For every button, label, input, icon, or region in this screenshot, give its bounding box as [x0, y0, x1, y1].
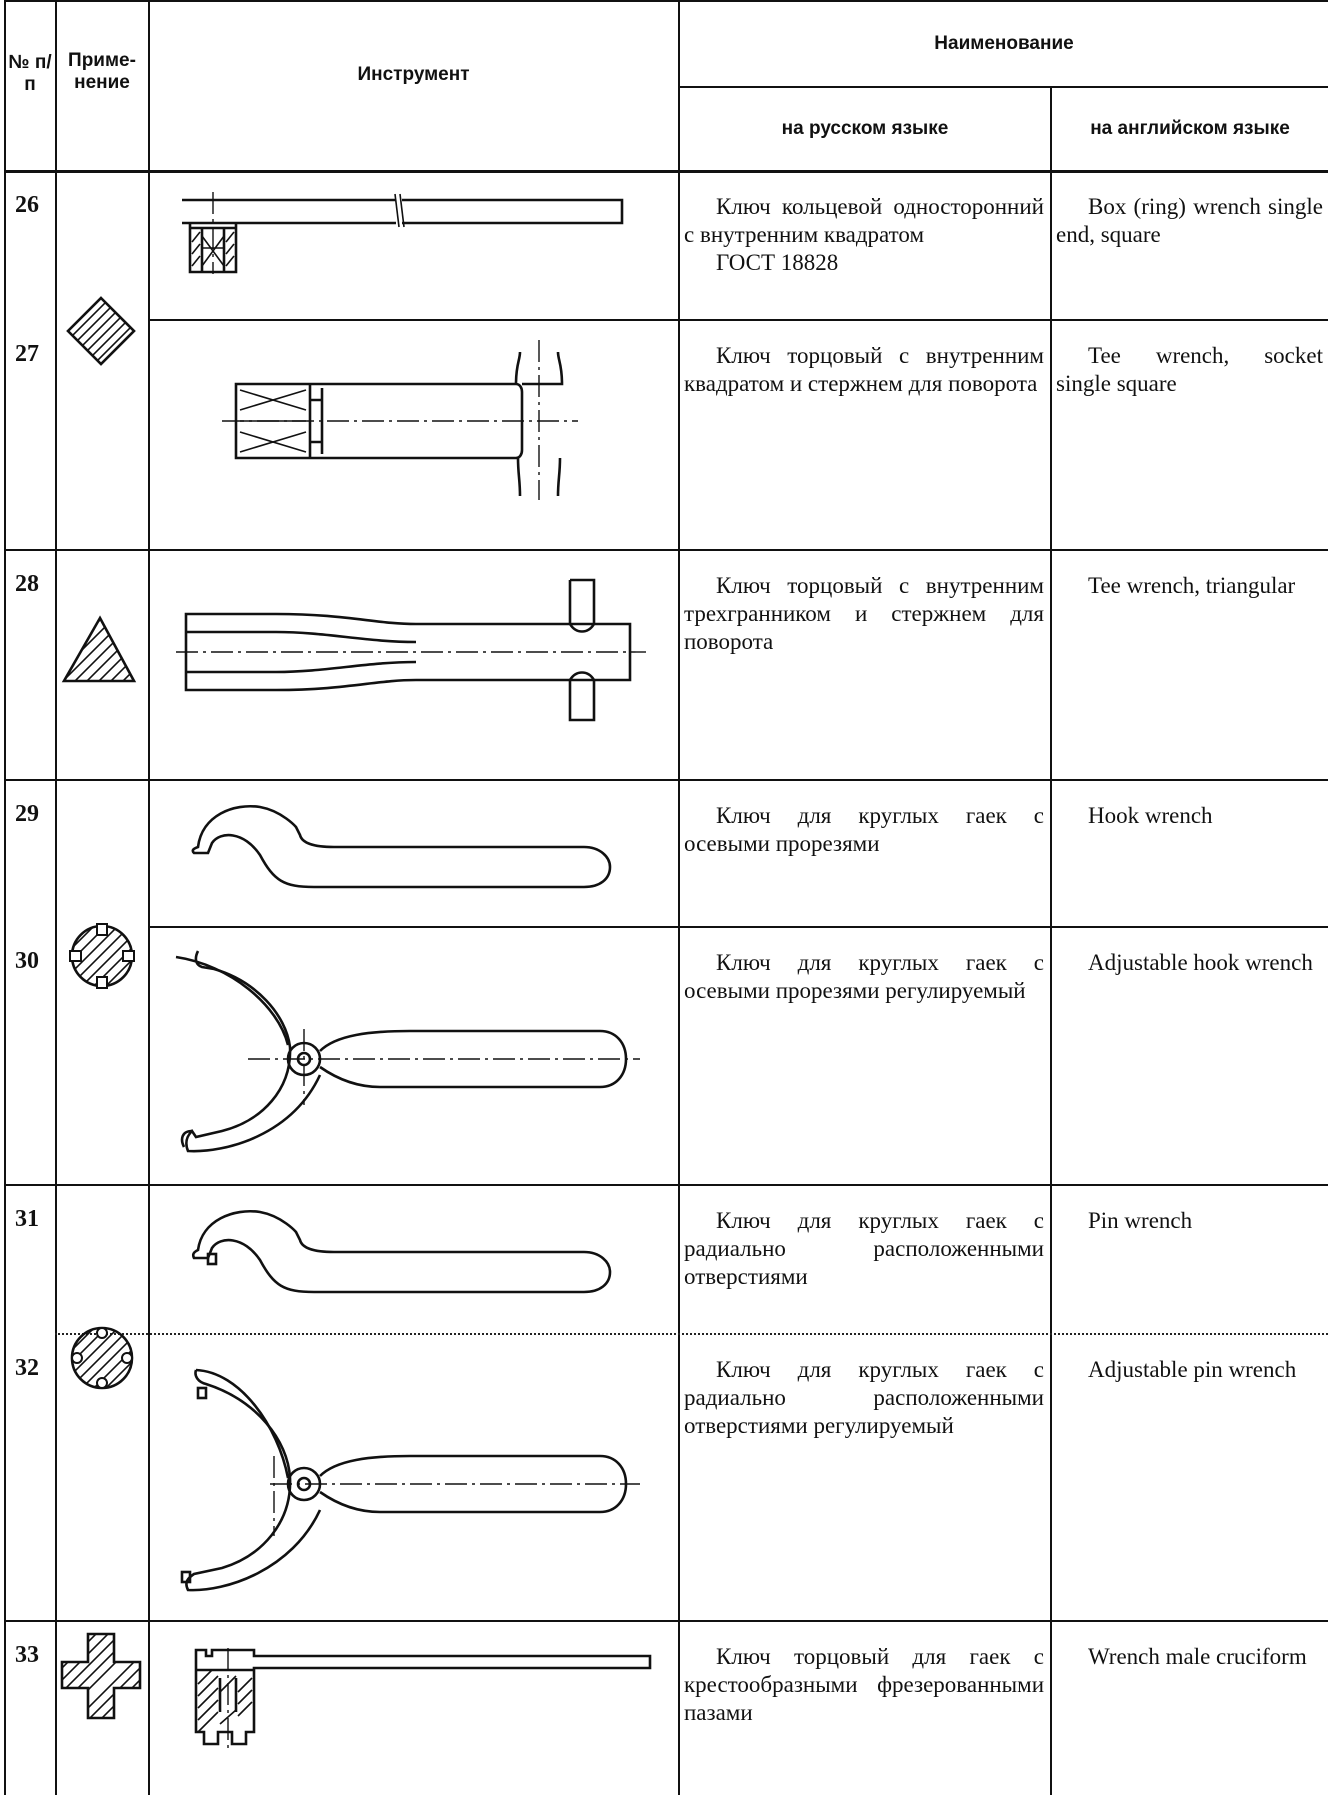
- name-english: [1056, 1207, 1323, 1235]
- row-number: 32: [15, 1355, 39, 1381]
- name-russian-text: Ключ кольцевой односторонний с внутренним квадратом: [684, 194, 1044, 247]
- name-english-text: Adjustable pin wrench: [1088, 1357, 1297, 1382]
- row-number: 30: [15, 948, 39, 974]
- row-divider: [55, 1333, 1328, 1335]
- row-divider: [4, 1184, 1328, 1186]
- name-russian: [684, 1643, 1044, 1727]
- name-english: [1056, 193, 1323, 249]
- row-divider: [148, 319, 1328, 321]
- adjustable-pin-wrench-drawing: [170, 1360, 640, 1600]
- row-number: 28: [15, 571, 39, 597]
- column-divider: [1050, 86, 1052, 1795]
- name-russian-text: Ключ торцовый с внутренним квадратом и стержнем для поворота: [684, 343, 1044, 396]
- header-name: Наименование: [934, 33, 1074, 54]
- pin-wrench-drawing: [184, 1200, 624, 1300]
- row-divider: [4, 549, 1328, 551]
- row-number: 26: [15, 192, 39, 218]
- row-number: 31: [15, 1206, 39, 1232]
- column-divider: [148, 0, 150, 1795]
- name-russian-text: Ключ для круглых гаек с осевыми прорезями: [684, 803, 1044, 856]
- name-english: [1056, 802, 1323, 830]
- cross-nut-icon: [58, 1630, 146, 1726]
- name-russian-text: Ключ для круглых гаек с осевыми прорезями регулируемый: [684, 950, 1044, 1003]
- name-english-text: Hook wrench: [1088, 803, 1213, 828]
- name-english-text: Wrench male cruciform: [1088, 1644, 1307, 1669]
- box-wrench-drawing: [180, 192, 630, 274]
- name-english: [1056, 949, 1323, 977]
- table-border-left: [4, 0, 6, 1795]
- column-divider: [678, 0, 680, 1795]
- name-russian-text: Ключ для круглых гаек с радиально расположенными отверстиями регулируемый: [684, 1357, 1044, 1438]
- pin-round-nut-icon: [60, 1320, 146, 1396]
- name-english-text: Tee wrench, triangular: [1088, 573, 1296, 598]
- table-border-top: [4, 0, 1328, 2]
- tee-socket-wrench-drawing: [220, 340, 580, 500]
- name-english: [1056, 1356, 1323, 1384]
- row-number: 33: [15, 1642, 39, 1668]
- square-nut-icon: [58, 290, 146, 380]
- header-english: на английском языке: [1090, 118, 1290, 139]
- header-usage: Приме- нение: [68, 50, 136, 93]
- hook-wrench-drawing: [184, 795, 624, 895]
- header-tool: Инструмент: [357, 64, 470, 85]
- header-bottom-line: [4, 170, 1328, 173]
- name-english-text: Pin wrench: [1088, 1208, 1193, 1233]
- name-russian: [684, 193, 1044, 277]
- name-russian: [684, 342, 1044, 398]
- name-russian: [684, 1356, 1044, 1440]
- name-russian-text: Ключ торцовый для гаек с крестообразными фрезерованными пазами: [684, 1644, 1044, 1725]
- name-russian: [684, 802, 1044, 858]
- header-divider: [678, 86, 1328, 88]
- row-divider: [4, 779, 1328, 781]
- gost-reference: ГОСТ 18828: [716, 250, 839, 275]
- row-number: 29: [15, 801, 39, 827]
- header-russian: на русском языке: [781, 118, 949, 139]
- row-number: 27: [15, 341, 39, 367]
- header-number: № п/п: [8, 52, 52, 95]
- adjustable-hook-wrench-drawing: [170, 945, 640, 1155]
- name-russian: [684, 1207, 1044, 1291]
- name-russian: [684, 572, 1044, 656]
- cruciform-wrench-drawing: [190, 1648, 650, 1748]
- tee-triangular-wrench-drawing: [176, 572, 646, 722]
- row-divider: [4, 1620, 1328, 1622]
- name-russian: [684, 949, 1044, 1005]
- row-divider: [148, 926, 1328, 928]
- name-english-text: Box (ring) wrench single end, square: [1056, 194, 1323, 247]
- name-english: [1056, 342, 1323, 398]
- name-russian-text: Ключ для круглых гаек с радиально расположенными отверстиями: [684, 1208, 1044, 1289]
- column-divider: [55, 0, 57, 1795]
- name-english: [1056, 1643, 1323, 1671]
- name-english-text: Adjustable hook wrench: [1088, 950, 1313, 975]
- name-russian-text: Ключ торцовый с внутренним трехгранником и стержнем для поворота: [684, 573, 1044, 654]
- name-english: [1056, 572, 1323, 600]
- slotted-round-nut-icon: [60, 918, 146, 994]
- triangle-nut-icon: [58, 610, 146, 690]
- name-english-text: Tee wrench, socket single square: [1056, 343, 1323, 396]
